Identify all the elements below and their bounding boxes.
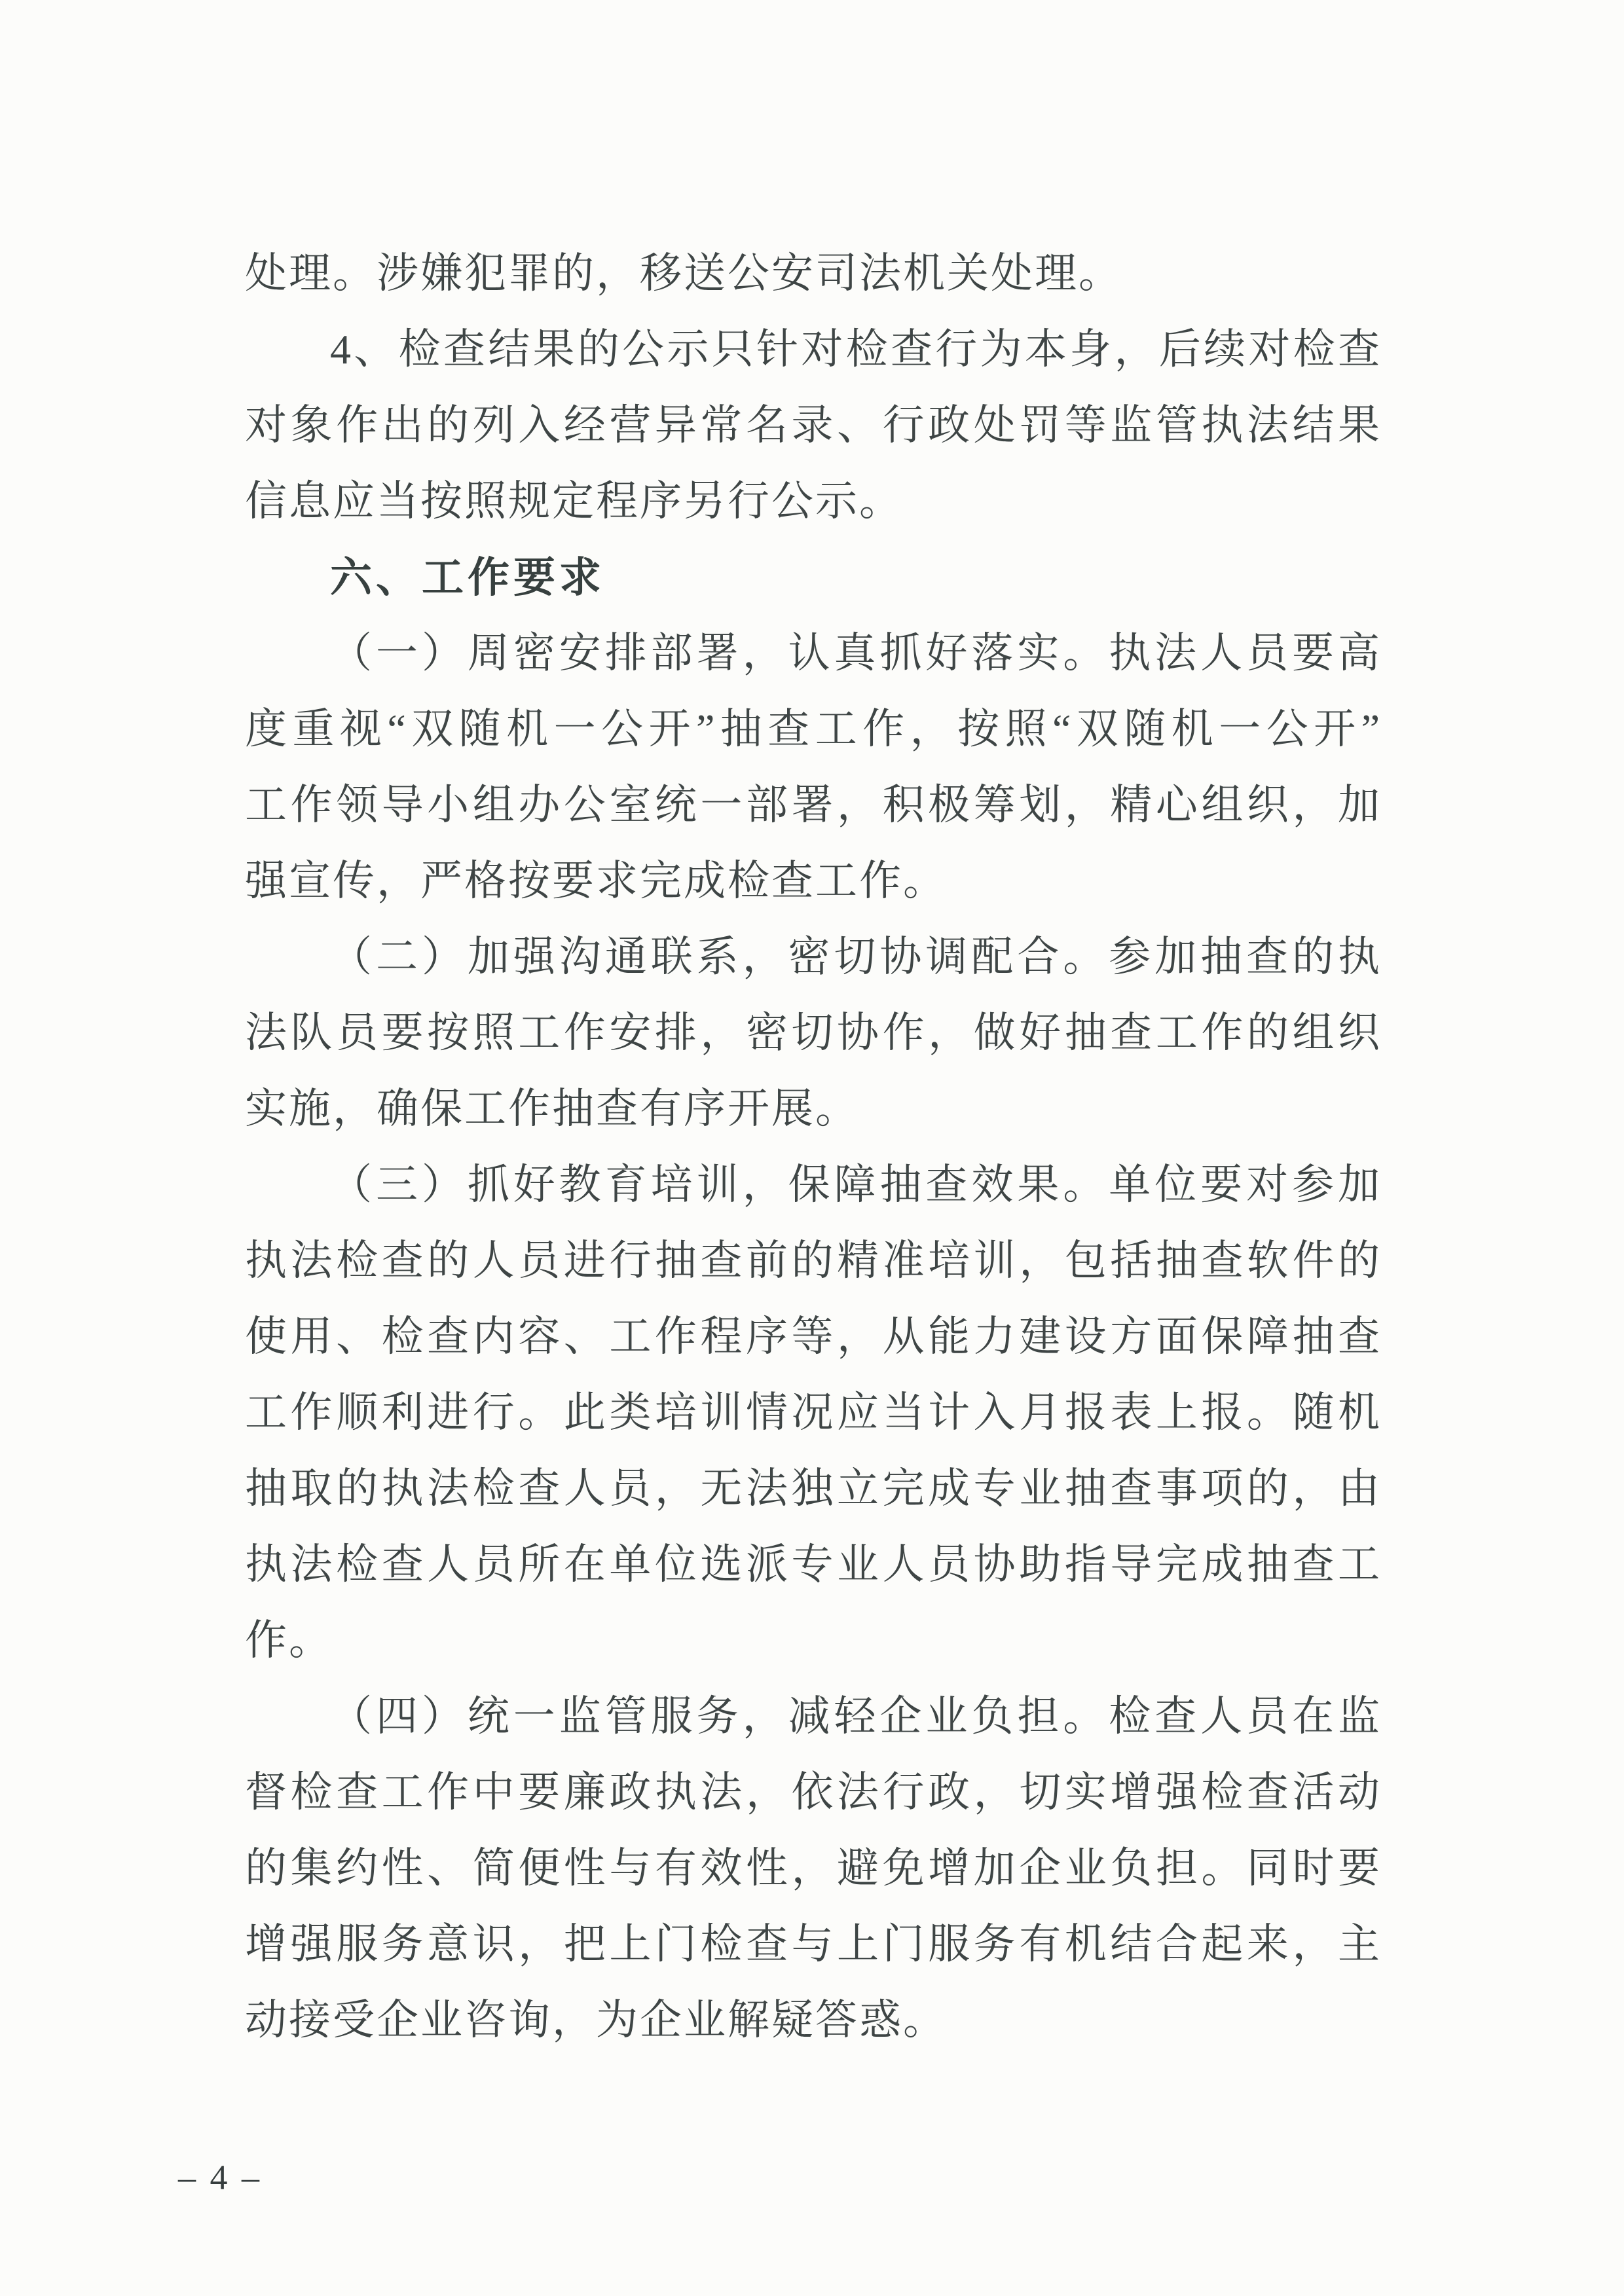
text-line: （二）加强沟通联系，密切协调配合。参加抽查的执 (330, 934, 1382, 980)
text-line: 六、工作要求 (330, 554, 605, 601)
text-line: 信息应当按照规定程序另行公示。 (245, 478, 903, 524)
text-line: 的集约性、简便性与有效性，避免增加企业负担。同时要 (245, 1845, 1382, 1891)
text-line: 工作领导小组办公室统一部署，积极筹划，精心组织，加 (245, 782, 1382, 828)
text-line: 动接受企业咨询，为企业解疑答惑。 (245, 1997, 947, 2043)
text-line: 增强服务意识，把上门检查与上门服务有机结合起来，主 (245, 1921, 1382, 1967)
text-line: 处理。涉嫌犯罪的，移送公安司法机关处理。 (245, 250, 1122, 297)
page-number: – 4 – (178, 2158, 262, 2197)
text-line: 度重视“双随机一公开”抽查工作，按照“双随机一公开” (245, 706, 1382, 752)
text-line: （三）抓好教育培训，保障抽查效果。单位要对参加 (330, 1161, 1382, 1208)
text-line: 强宣传，严格按要求完成检查工作。 (245, 858, 947, 904)
text-line: 4、检查结果的公示只针对检查行为本身，后续对检查 (330, 326, 1382, 373)
text-line: 法队员要按照工作安排，密切协作，做好抽查工作的组织 (245, 1010, 1382, 1056)
text-line: 执法检查人员所在单位选派专业人员协助指导完成抽查工 (245, 1541, 1382, 1588)
text-line: 使用、检查内容、工作程序等，从能力建设方面保障抽查 (245, 1313, 1382, 1360)
text-line: 督检查工作中要廉政执法，依法行政，切实增强检查活动 (245, 1769, 1382, 1815)
text-line: 对象作出的列入经营异常名录、行政处罚等监管执法结果 (245, 402, 1382, 448)
text-line: 实施，确保工作抽查有序开展。 (245, 1085, 859, 1132)
text-line: 抽取的执法检查人员，无法独立完成专业抽查事项的，由 (245, 1465, 1382, 1512)
text-line: （一）周密安排部署，认真抓好落实。执法人员要高 (330, 630, 1382, 676)
text-line: （四）统一监管服务，减轻企业负担。检查人员在监 (330, 1693, 1382, 1740)
text-line: 工作顺利进行。此类培训情况应当计入月报表上报。随机 (245, 1389, 1382, 1436)
document-body (245, 236, 1382, 2058)
text-line: 执法检查的人员进行抽查前的精准培训，包括抽查软件的 (245, 1237, 1382, 1284)
text-line: 作。 (245, 1617, 333, 1664)
